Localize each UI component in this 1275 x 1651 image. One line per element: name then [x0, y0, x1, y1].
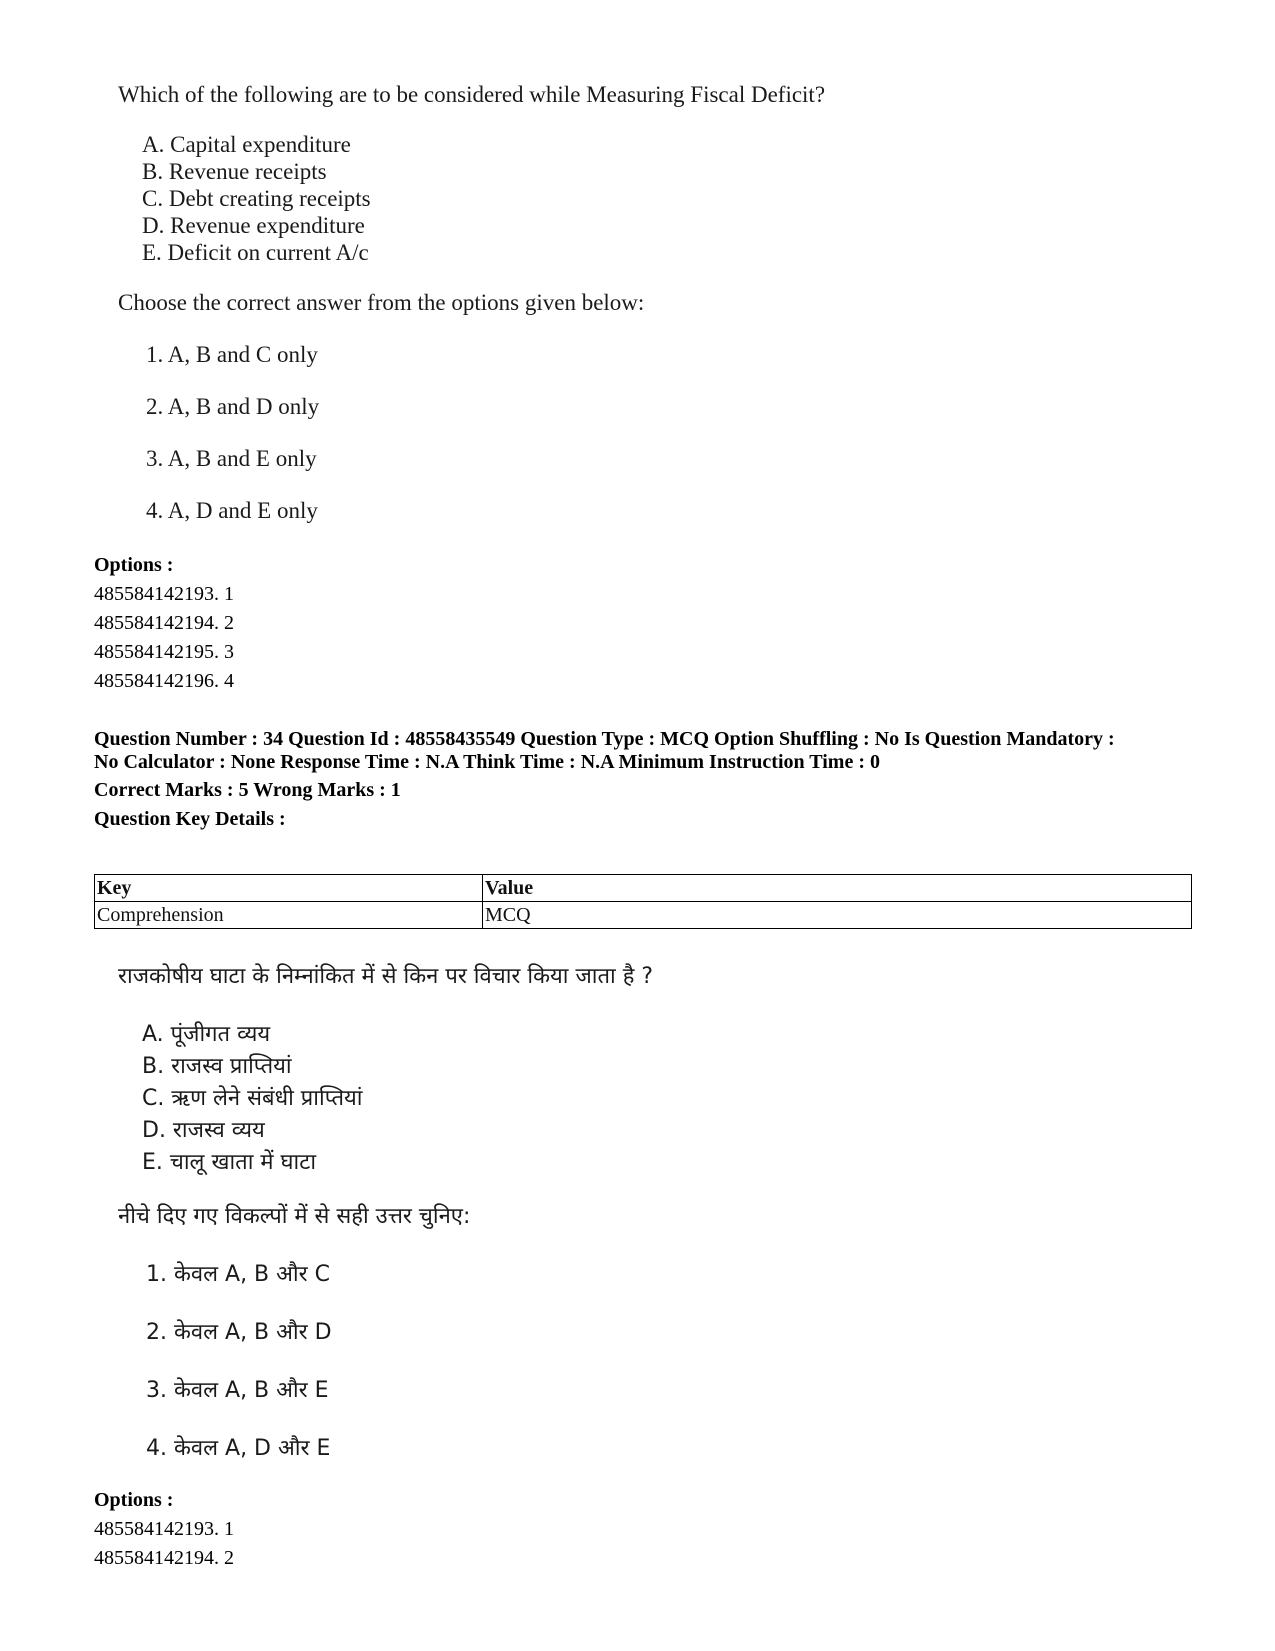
- table-header-key: Key: [95, 875, 483, 902]
- option-line: 485584142193. 1: [94, 583, 234, 605]
- question-item-a-en: A. Capital expenditure: [142, 132, 351, 157]
- answer-choice-1-hi: 1. केवल A, B और C: [146, 1262, 331, 1287]
- question-item-c-en: C. Debt creating receipts: [142, 186, 371, 211]
- question-meta-line-1: Question Number : 34 Question Id : 48558435549 Question Type : MCQ Option Shuffling : No Is Question Mandatory :: [94, 728, 1115, 750]
- key-details-heading: Question Key Details :: [94, 808, 286, 830]
- answer-choice-3-hi: 3. केवल A, B और E: [146, 1378, 329, 1403]
- answer-choice-4-en: 4. A, D and E only: [146, 498, 318, 523]
- answer-choice-2-hi: 2. केवल A, B और D: [146, 1320, 332, 1345]
- option-line: 485584142193. 1: [94, 1518, 234, 1540]
- option-line: 485584142195. 3: [94, 641, 234, 663]
- marks-line: Correct Marks : 5 Wrong Marks : 1: [94, 779, 401, 801]
- question-stem-en: Which of the following are to be considered while Measuring Fiscal Deficit?: [118, 82, 826, 107]
- key-details-table: [94, 874, 1192, 929]
- question-item-e-hi: E. चालू खाता में घाटा: [142, 1150, 317, 1175]
- question-instruction-en: Choose the correct answer from the options given below:: [118, 290, 645, 315]
- table-cell-value: MCQ: [483, 902, 1192, 929]
- table-header-row: [95, 875, 1192, 902]
- table-row: [95, 902, 1192, 929]
- option-line: 485584142196. 4: [94, 670, 234, 692]
- question-meta-line-2: No Calculator : None Response Time : N.A Think Time : N.A Minimum Instruction Time : 0: [94, 751, 880, 773]
- answer-choice-4-hi: 4. केवल A, D और E: [146, 1436, 331, 1461]
- table-header-value: Value: [483, 875, 1192, 902]
- option-line: 485584142194. 2: [94, 1547, 234, 1569]
- question-item-d-hi: D. राजस्व व्यय: [142, 1118, 265, 1143]
- options-heading: Options :: [94, 1489, 174, 1511]
- question-instruction-hi: नीचे दिए गए विकल्पों में से सही उत्तर चुनिए:: [118, 1204, 471, 1229]
- answer-choice-1-en: 1. A, B and C only: [146, 342, 318, 367]
- option-line: 485584142194. 2: [94, 612, 234, 634]
- question-item-a-hi: A. पूंजीगत व्यय: [142, 1022, 271, 1047]
- question-item-b-en: B. Revenue receipts: [142, 159, 327, 184]
- answer-choice-3-en: 3. A, B and E only: [146, 446, 317, 471]
- answer-choice-2-en: 2. A, B and D only: [146, 394, 320, 419]
- options-heading: Options :: [94, 554, 174, 576]
- question-item-b-hi: B. राजस्व प्राप्तियां: [142, 1054, 292, 1079]
- question-item-d-en: D. Revenue expenditure: [142, 213, 365, 238]
- question-stem-hi: राजकोषीय घाटा के निम्नांकित में से किन पर विचार किया जाता है ?: [118, 964, 654, 989]
- table-cell-key: Comprehension: [95, 902, 483, 929]
- question-item-c-hi: C. ऋण लेने संबंधी प्राप्तियां: [142, 1086, 363, 1111]
- question-item-e-en: E. Deficit on current A/c: [142, 240, 369, 265]
